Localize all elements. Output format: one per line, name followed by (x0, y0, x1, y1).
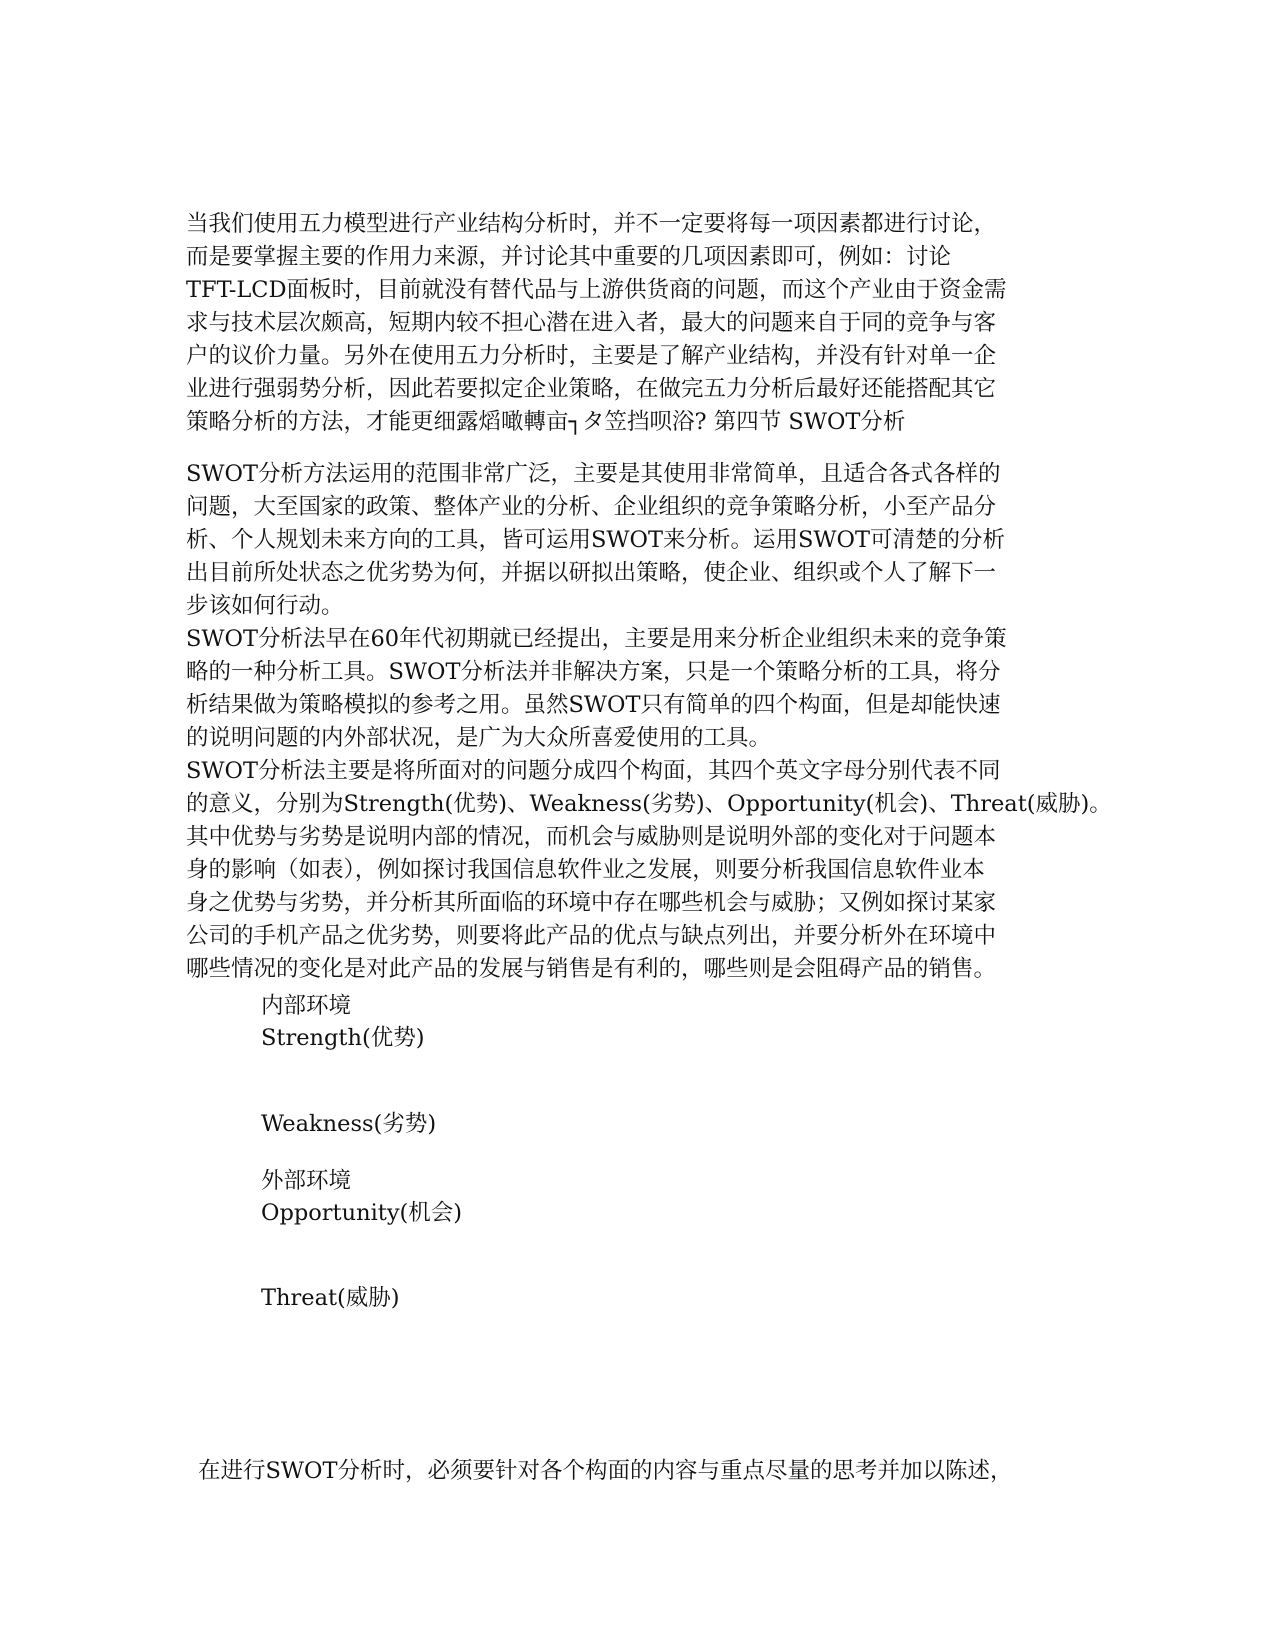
text-line: SWOT分析法主要是将所面对的问题分成四个构面，其四个英文字母分别代表不同 (186, 758, 1001, 784)
text-line: 而是要掌握主要的作用力来源，并讨论其中重要的几项因素即可，例如：讨论 (186, 244, 952, 270)
text-line: SWOT分析方法运用的范围非常广泛，主要是其使用非常简单，且适合各式各样的 (186, 461, 1001, 487)
text-line: SWOT分析法早在60年代初期就已经提出，主要是用来分析企业组织未来的竞争策 (186, 626, 1007, 652)
text-line: 问题，大至国家的政策、整体产业的分析、企业组织的竞争策略分析，小至产品分 (186, 494, 997, 520)
text-line: 身之优势与劣势，并分析其所面临的环境中存在哪些机会与威胁；又例如探讨某家 (186, 890, 997, 916)
text-line: 的说明问题的内外部状况，是广为大众所喜爱使用的工具。 (186, 725, 772, 751)
weakness-cell: Weakness(劣势) (261, 1111, 437, 1137)
text-line: 户的议价力量。另外在使用五力分析时，主要是了解产业结构，并没有针对单一企 (186, 343, 997, 369)
closing-line: 在进行SWOT分析时，必须要针对各个构面的内容与重点尽量的思考并加以陈述， (198, 1458, 1013, 1484)
paragraph-five-forces (186, 208, 1086, 439)
text-line: 略的一种分析工具。SWOT分析法并非解决方案，只是一个策略分析的工具，将分 (186, 659, 1001, 685)
threat-cell: Threat(威胁) (261, 1285, 400, 1311)
text-line: 哪些情况的变化是对此产品的发展与销售是有利的，哪些则是会阻碍产品的销售。 (186, 956, 997, 982)
text-line: 出目前所处状态之优劣势为何，并据以研拟出策略，使企业、组织或个人了解下一 (186, 560, 997, 586)
paragraph-swot (186, 458, 1112, 986)
text-line: 当我们使用五力模型进行产业结构分析时，并不一定要将每一项因素都进行讨论， (186, 211, 997, 237)
text-line: 析、个人规划未来方向的工具，皆可运用SWOT来分析。运用SWOT可清楚的分析 (186, 527, 1005, 553)
text-line: 业进行强弱势分析，因此若要拟定企业策略，在做完五力分析后最好还能搭配其它 (186, 376, 997, 402)
text-line: 公司的手机产品之优劣势，则要将此产品的优点与缺点列出，并要分析外在环境中 (186, 923, 997, 949)
text-line: 析结果做为策略模拟的参考之用。虽然SWOT只有简单的四个构面，但是却能快速 (186, 692, 1001, 718)
text-line: 策略分析的方法，才能更细露熖噉轉亩┐タ笠挡呗浴? 第四节 SWOT分析 (186, 409, 906, 435)
text-line: 步该如何行动。 (186, 593, 344, 619)
strength-cell: Strength(优势) (261, 1025, 425, 1051)
text-line: 的意义，分别为Strength(优势)、Weakness(劣势)、Opportunity(机会)、Threat(威胁)。 (186, 791, 1112, 817)
text-line: 身的影响（如表），例如探讨我国信息软件业之发展，则要分析我国信息软件业本 (186, 857, 985, 883)
external-environment-label: 外部环境 (261, 1168, 352, 1194)
internal-environment-label: 内部环境 (261, 993, 352, 1019)
text-line: TFT-LCD面板时，目前就没有替代品与上游供货商的问题，而这个产业由于资金需 (186, 277, 1007, 303)
text-line: 其中优势与劣势是说明内部的情况，而机会与威胁则是说明外部的变化对于问题本 (186, 824, 997, 850)
opportunity-cell: Opportunity(机会) (261, 1200, 463, 1226)
text-line: 求与技术层次颇高，短期内较不担心潜在进入者，最大的问题来自于同的竞争与客 (186, 310, 997, 336)
